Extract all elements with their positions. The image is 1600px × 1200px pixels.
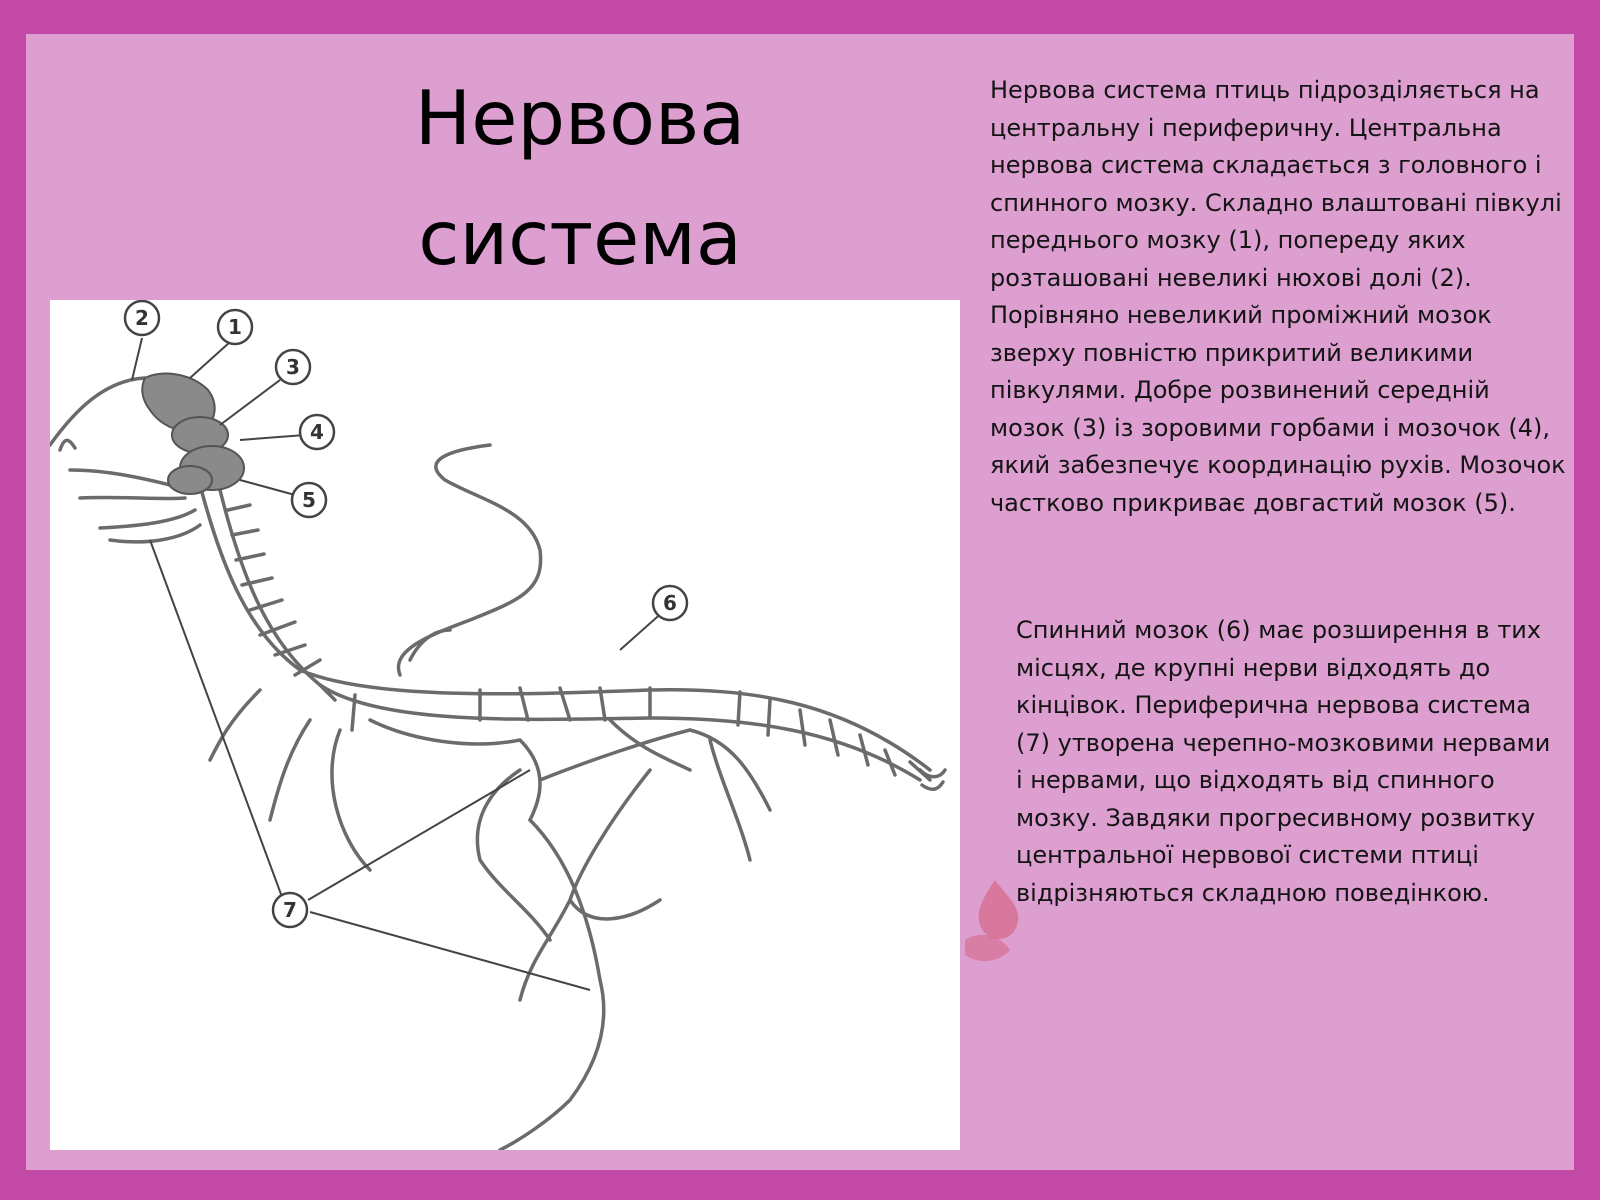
- spinal-cord-lower: [220, 490, 920, 780]
- label-6: 6: [663, 591, 677, 615]
- label-3: 3: [286, 355, 300, 379]
- title-line-1: Нервова: [414, 74, 746, 162]
- description-paragraph-central: Нервова система птиць підрозділяється на центральну і периферичну. Центральна нервова система складається з головного і спинного мозку. Складно влаштовані півкулі переднього мозку (1), попереду яких розташовані невеликі нюхові долі (2). Порівняно невеликий проміжний мозок зверху повністю прикритий великими півкулями. Добре розвинений середній мозок (3) із зоровими горбами і мозочок (4), який забезпечує координацію рухів. Мозочок частково прикриває довгастий мозок (5).: [990, 76, 1566, 517]
- brain: [142, 374, 244, 494]
- description-paragraph-spinal: Спинний мозок (6) має розширення в тих місцях, де крупні нерви відходять до кінцівок. Периферична нервова система (7) утворена черепно-мозковими нервами і нервами, що відходять від спинного мозку. Завдяки прогресивному розвитку центральної нервової системи птиці відрізняються складною поведінкою.: [1016, 616, 1551, 907]
- medulla: [168, 466, 212, 494]
- wing-nerve: [398, 445, 540, 675]
- olfactory-nerve: [50, 378, 145, 445]
- slide-title: [355, 58, 805, 298]
- spinal-cord-upper: [200, 485, 930, 770]
- label-4: 4: [310, 420, 324, 444]
- label-1: 1: [228, 315, 242, 339]
- title-line-2: система: [418, 194, 742, 282]
- label-7: 7: [283, 898, 297, 922]
- label-5: 5: [302, 488, 316, 512]
- nervous-system-diagram: [50, 300, 960, 1150]
- bird-nervous-system-drawing: [50, 300, 960, 1150]
- leg-nerve: [500, 820, 604, 1150]
- label-2: 2: [135, 306, 149, 330]
